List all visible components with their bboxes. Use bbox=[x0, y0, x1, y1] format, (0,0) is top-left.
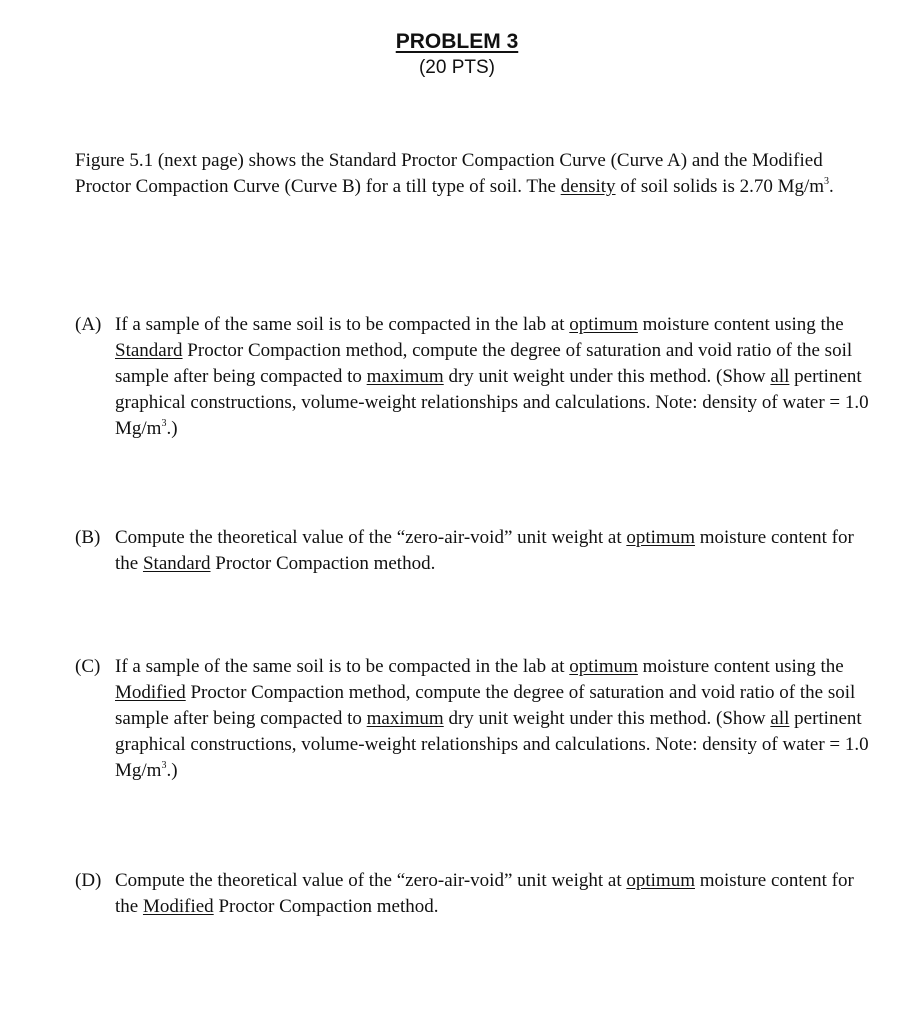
intro-text: . bbox=[829, 176, 834, 197]
underlined-word: Modified bbox=[115, 682, 186, 703]
text: Compute the theoretical value of the “zero-air-void” unit weight at bbox=[115, 870, 627, 891]
part-c-label: (C) bbox=[75, 656, 101, 677]
superscript: 3 bbox=[824, 176, 830, 187]
underlined-word: all bbox=[770, 366, 790, 387]
underlined-word: optimum bbox=[626, 870, 695, 891]
problem-header bbox=[0, 30, 914, 80]
underlined-word: all bbox=[770, 708, 790, 729]
text: If a sample of the same soil is to be compacted in the lab at bbox=[115, 656, 570, 677]
part-b-label: (B) bbox=[75, 527, 101, 548]
text: Proctor Compaction method. bbox=[213, 896, 439, 917]
underlined-word: maximum bbox=[366, 708, 444, 729]
problem-intro bbox=[75, 148, 875, 200]
text: Proctor Compaction method, compute the degree of saturation and void ratio of the soil sample after being compacted to bbox=[115, 340, 853, 387]
underlined-word: Modified bbox=[142, 896, 214, 917]
part-b bbox=[75, 525, 875, 577]
part-c-text bbox=[115, 654, 875, 784]
underlined-word: optimum bbox=[626, 527, 695, 548]
underlined-word: Standard bbox=[142, 553, 211, 574]
part-a-label: (A) bbox=[75, 314, 102, 335]
superscript: 3 bbox=[161, 760, 167, 771]
text: Proctor Compaction method. bbox=[210, 553, 436, 574]
intro-text: Figure 5.1 (next page) shows the Standard Proctor Compaction Curve (Curve A) and the Modified Proctor Compaction Curve (Curve B) for a till type of soil. The bbox=[75, 150, 823, 197]
text: Compute the theoretical value of the “zero-air-void” unit weight at bbox=[115, 527, 627, 548]
text: dry unit weight under this method. (Show bbox=[443, 366, 771, 387]
text: moisture content using the bbox=[637, 656, 844, 677]
problem-points: (20 PTS) bbox=[418, 57, 496, 78]
part-a bbox=[75, 312, 875, 442]
text: Proctor Compaction method, compute the degree of saturation and void ratio of the soil sample after being compacted to bbox=[115, 682, 856, 729]
text: .) bbox=[166, 418, 178, 439]
part-c bbox=[75, 654, 875, 784]
text: .) bbox=[166, 760, 178, 781]
problem-title: PROBLEM 3 bbox=[395, 30, 519, 53]
part-d-text bbox=[115, 868, 875, 920]
underlined-word: maximum bbox=[366, 366, 444, 387]
text: pertinent graphical constructions, volume-weight relationships and calculations. Note: density of water = 1.0 Mg/m bbox=[115, 366, 869, 439]
text: dry unit weight under this method. (Show bbox=[443, 708, 771, 729]
underlined-word: optimum bbox=[569, 656, 638, 677]
part-d bbox=[75, 868, 875, 920]
text: moisture content for the bbox=[115, 527, 854, 574]
underlined-word: Standard bbox=[115, 340, 183, 361]
part-a-text bbox=[115, 312, 875, 442]
text: moisture content for the bbox=[115, 870, 854, 917]
text: If a sample of the same soil is to be compacted in the lab at bbox=[115, 314, 570, 335]
text: moisture content using the bbox=[637, 314, 844, 335]
part-b-text bbox=[115, 525, 875, 577]
text: pertinent graphical constructions, volume-weight relationships and calculations. Note: density of water = 1.0 Mg/m bbox=[115, 708, 869, 781]
intro-text: of soil solids is 2.70 Mg/m bbox=[615, 176, 825, 197]
superscript: 3 bbox=[161, 418, 167, 429]
underlined-word: optimum bbox=[569, 314, 638, 335]
part-d-label: (D) bbox=[75, 870, 102, 891]
intro-underlined: density bbox=[560, 176, 616, 197]
